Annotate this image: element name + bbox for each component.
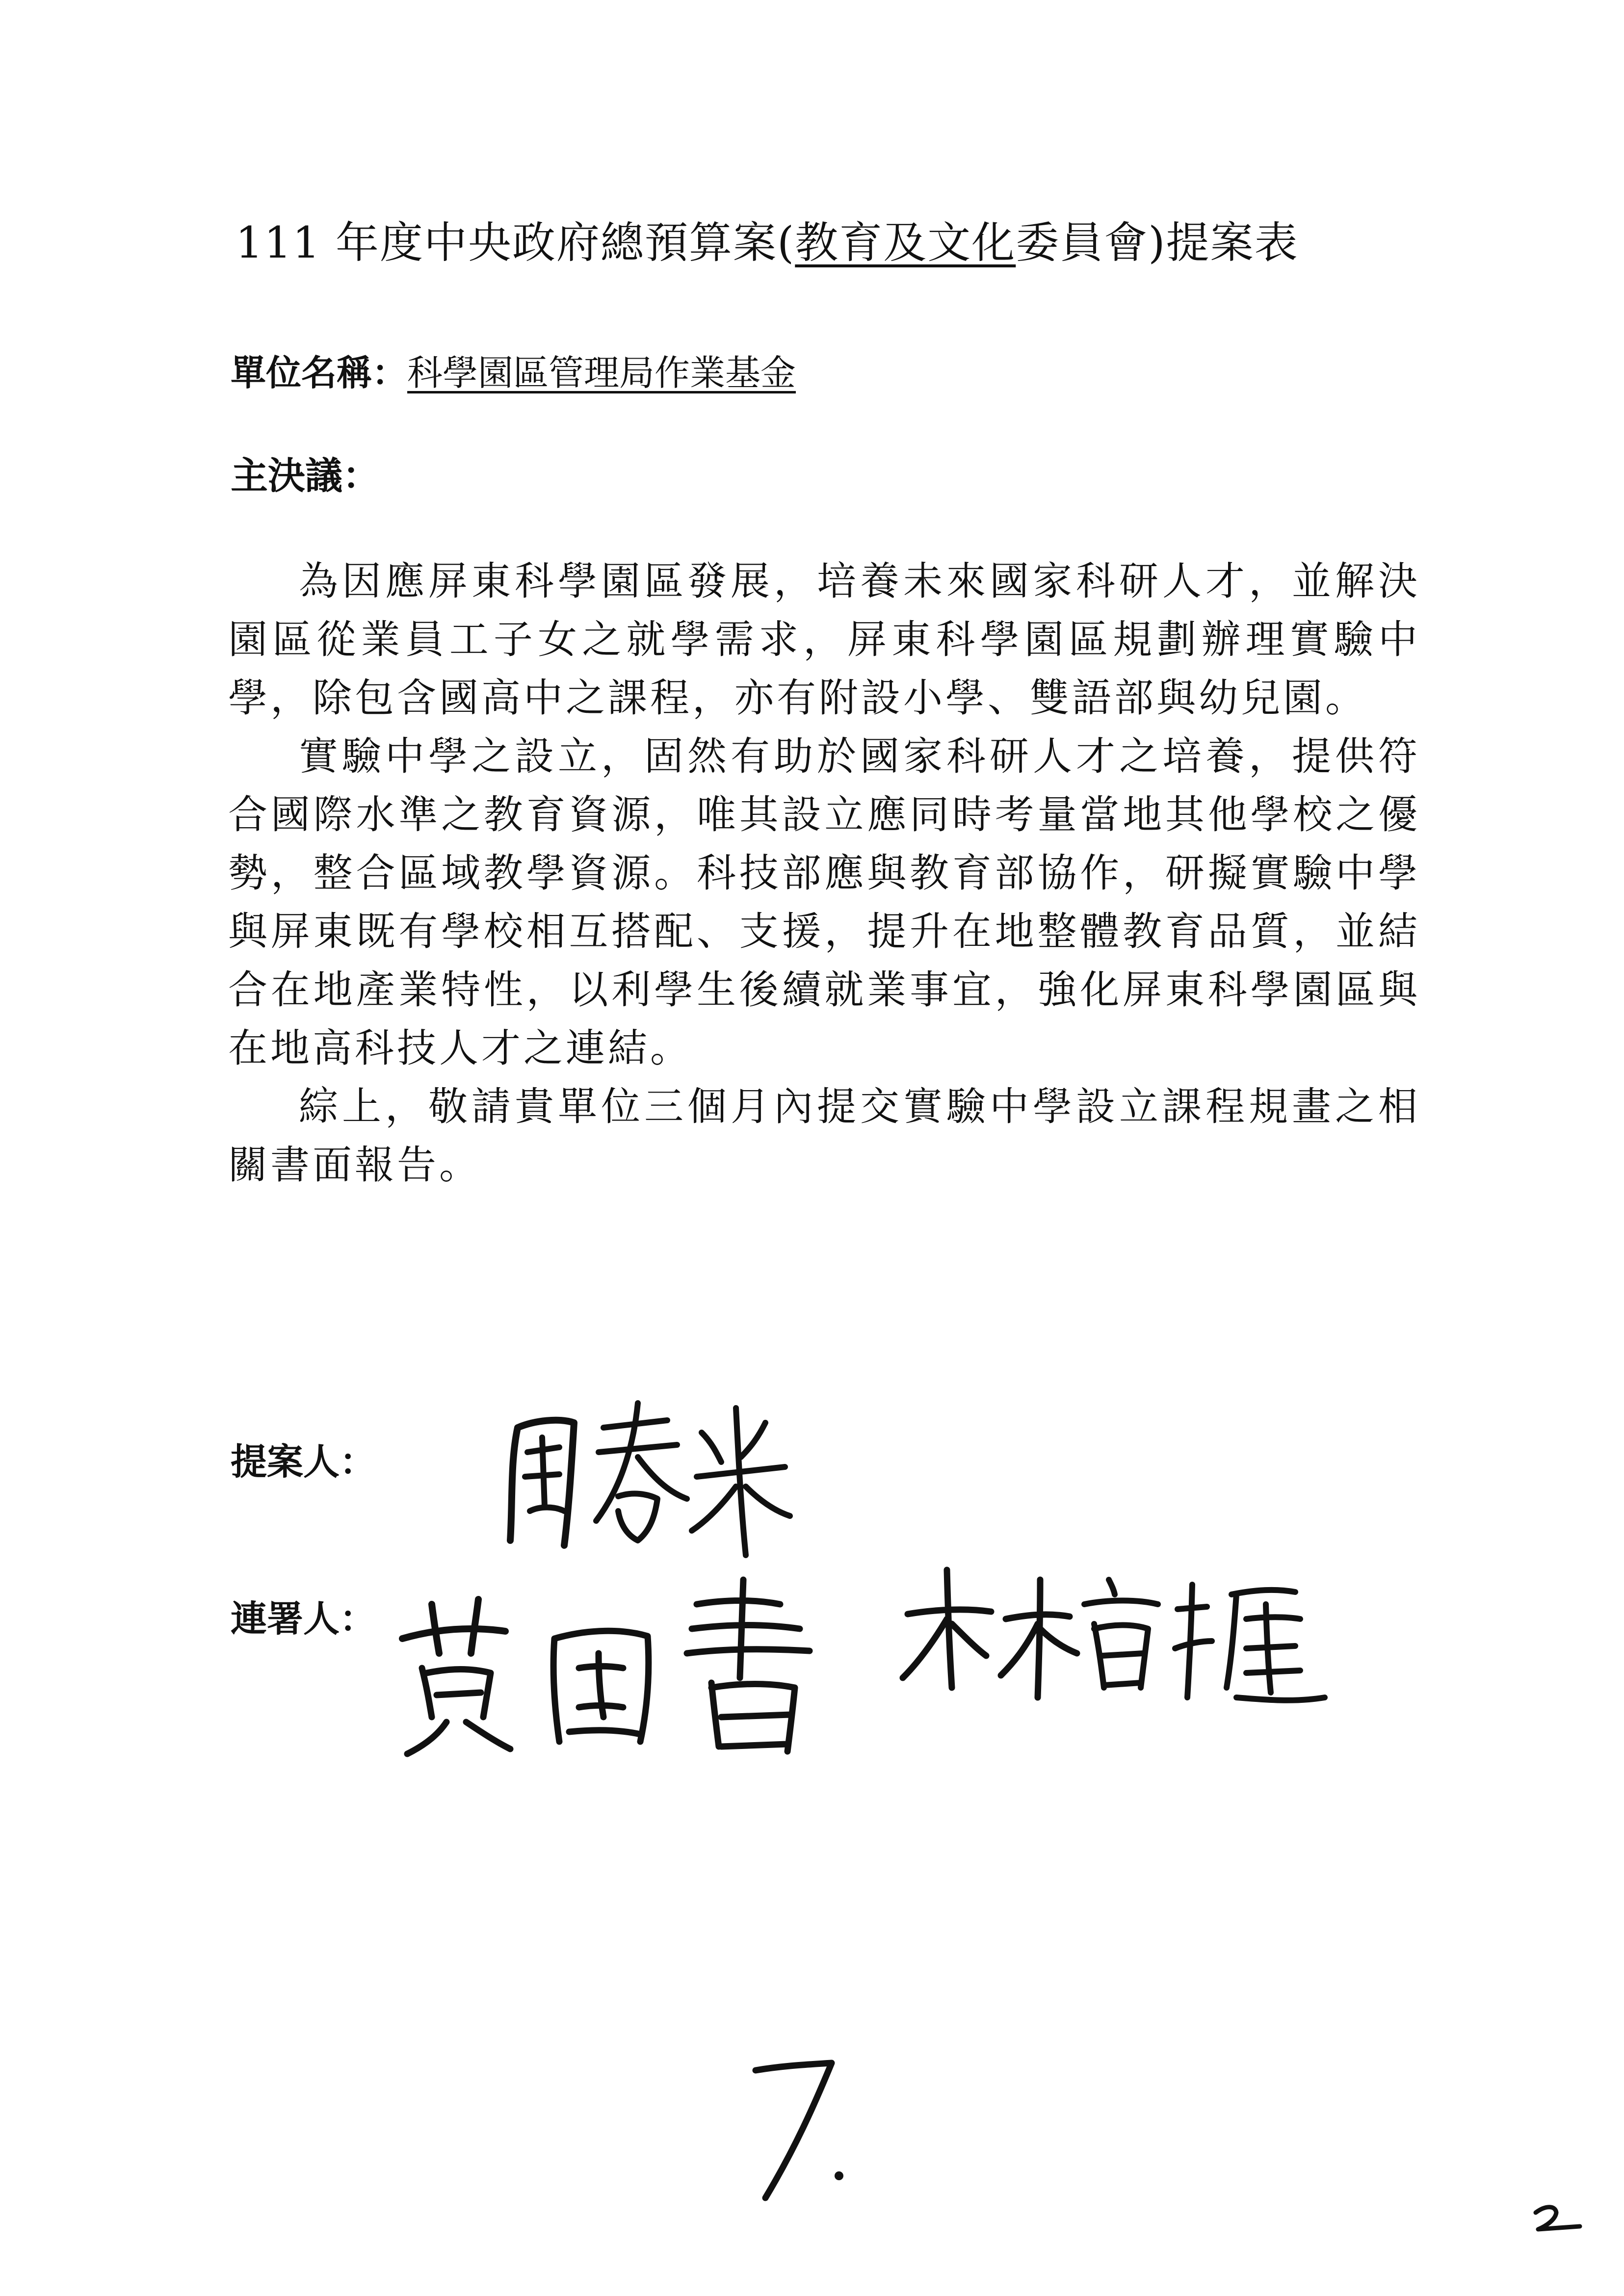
unit-line — [231, 346, 796, 400]
proposer-signature — [491, 1393, 805, 1570]
paragraph-3: 綜上，敬請貴單位三個月內提交實驗中學設立課程規畫之相關書面報告。 — [228, 1084, 1420, 1188]
cosigner-signature-2 — [893, 1550, 1335, 1727]
resolution-body — [228, 552, 1420, 1194]
page-mark — [746, 2051, 864, 2213]
corner-mark — [1526, 2198, 1590, 2237]
title-prefix: 111 年度中央政府總預算案( — [236, 217, 795, 268]
cosigner-signature-1 — [393, 1570, 834, 1766]
paragraph-2: 實驗中學之設立，固然有助於國家科研人才之培養，提供符合國際水準之教育資源，唯其設立應同時考量當地其他學校之優勢，整合區域教學資源。科技部應與教育部協作，研擬實驗中學與屏東既有學校相互搭配、支援，提升在地整體教育品質，並結合在地產業特性，以利學生後續就業事宜，強化屏東科學園區與在地高科技人才之連結。 — [228, 733, 1420, 1071]
title-committee: 教育及文化 — [795, 217, 1016, 268]
paragraph-1: 為因應屏東科學園區發展，培養未來國家科研人才，並解決園區從業員工子女之就學需求，屏東科學園區規劃辦理實驗中學，除包含國高中之課程，亦有附設小學、雙語部與幼兒園。 — [228, 558, 1420, 721]
unit-label: 單位名稱： — [231, 352, 408, 393]
title-suffix: 委員會)提案表 — [1016, 217, 1299, 268]
resolution-heading: 主決議： — [231, 454, 380, 497]
unit-value: 科學園區管理局作業基金 — [407, 352, 796, 393]
page-title — [236, 211, 1413, 275]
cosigner-label: 連署人： — [231, 1598, 376, 1640]
proposer-label: 提案人： — [231, 1441, 376, 1483]
